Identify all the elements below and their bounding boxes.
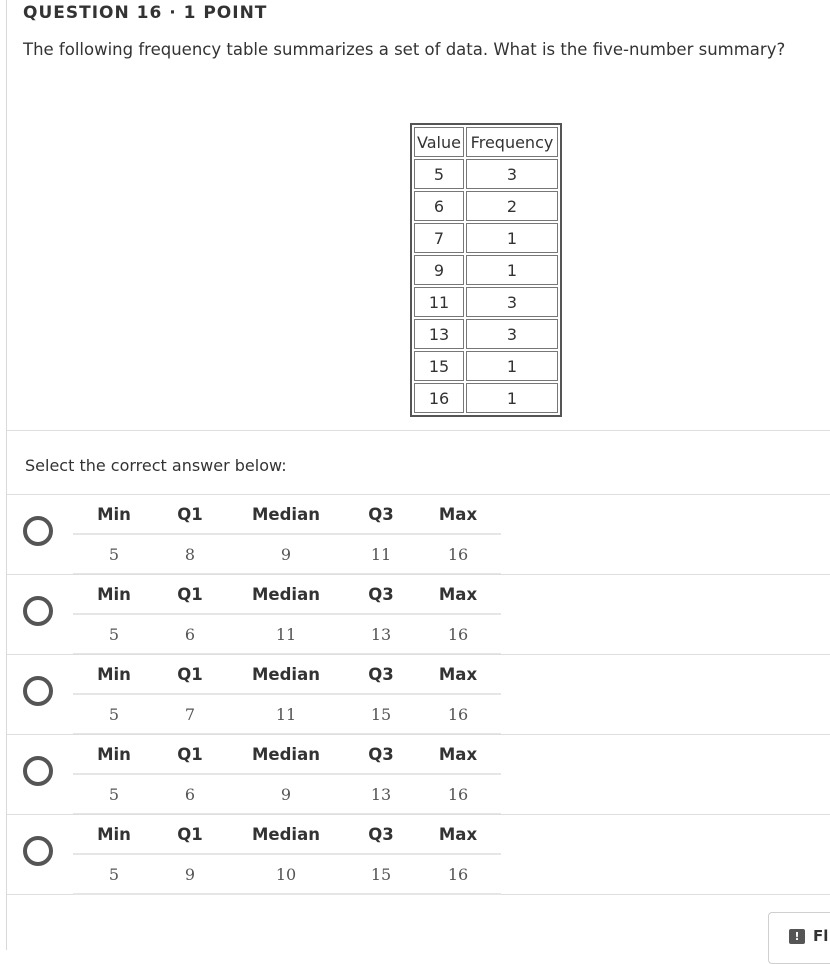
value-q3: 15 xyxy=(347,694,415,734)
frequency-value-cell: 6 xyxy=(414,191,464,221)
summary-header-row xyxy=(73,495,501,534)
frequency-value-cell: 11 xyxy=(414,287,464,317)
flag-button-label: Fl xyxy=(813,927,829,945)
frequency-table-row xyxy=(414,319,558,349)
header-q1: Q1 xyxy=(155,735,225,774)
value-q1: 7 xyxy=(155,694,225,734)
five-number-summary-table xyxy=(73,655,501,735)
five-number-summary-table xyxy=(73,735,501,815)
frequency-table-row xyxy=(414,223,558,253)
five-number-summary-table xyxy=(73,495,501,575)
radio-button[interactable] xyxy=(23,756,53,786)
radio-button[interactable] xyxy=(23,676,53,706)
header-q1: Q1 xyxy=(155,575,225,614)
answer-option-4[interactable] xyxy=(7,734,830,814)
frequency-table-row xyxy=(414,351,558,381)
frequency-count-cell: 2 xyxy=(466,191,558,221)
value-min: 5 xyxy=(73,854,155,894)
value-max: 16 xyxy=(415,774,501,814)
frequency-value-cell: 13 xyxy=(414,319,464,349)
question-text: The following frequency table summarizes a set of data. What is the five-number summary? xyxy=(23,40,786,59)
header-median: Median xyxy=(225,815,347,854)
frequency-value-cell: 5 xyxy=(414,159,464,189)
value-min: 5 xyxy=(73,774,155,814)
answer-option-1[interactable] xyxy=(7,494,830,574)
frequency-table-header-value: Value xyxy=(414,127,464,157)
header-max: Max xyxy=(415,655,501,694)
value-q1: 9 xyxy=(155,854,225,894)
value-max: 16 xyxy=(415,694,501,734)
flag-button[interactable] xyxy=(768,912,830,964)
frequency-value-cell: 15 xyxy=(414,351,464,381)
summary-value-row xyxy=(73,854,501,894)
header-q1: Q1 xyxy=(155,655,225,694)
frequency-count-cell: 1 xyxy=(466,255,558,285)
value-median: 11 xyxy=(225,614,347,654)
value-max: 16 xyxy=(415,614,501,654)
frequency-value-cell: 9 xyxy=(414,255,464,285)
header-median: Median xyxy=(225,575,347,614)
value-q3: 13 xyxy=(347,774,415,814)
frequency-table-header-frequency: Frequency xyxy=(466,127,558,157)
header-max: Max xyxy=(415,575,501,614)
radio-button[interactable] xyxy=(23,516,53,546)
header-q3: Q3 xyxy=(347,495,415,534)
header-min: Min xyxy=(73,735,155,774)
summary-value-row xyxy=(73,534,501,574)
value-q1: 6 xyxy=(155,774,225,814)
summary-header-row xyxy=(73,735,501,774)
frequency-count-cell: 3 xyxy=(466,287,558,317)
frequency-count-cell: 1 xyxy=(466,383,558,413)
summary-value-row xyxy=(73,774,501,814)
question-header: QUESTION 16 · 1 POINT xyxy=(23,3,268,23)
header-q3: Q3 xyxy=(347,735,415,774)
header-median: Median xyxy=(225,495,347,534)
frequency-value-cell: 16 xyxy=(414,383,464,413)
header-median: Median xyxy=(225,655,347,694)
frequency-value-cell: 7 xyxy=(414,223,464,253)
frequency-table-row xyxy=(414,255,558,285)
header-q1: Q1 xyxy=(155,815,225,854)
frequency-count-cell: 1 xyxy=(466,223,558,253)
value-q3: 11 xyxy=(347,534,415,574)
value-max: 16 xyxy=(415,854,501,894)
frequency-table-header-row xyxy=(414,127,558,157)
header-min: Min xyxy=(73,655,155,694)
header-min: Min xyxy=(73,575,155,614)
summary-header-row xyxy=(73,575,501,614)
frequency-count-cell: 3 xyxy=(466,159,558,189)
value-median: 9 xyxy=(225,534,347,574)
summary-value-row xyxy=(73,614,501,654)
answer-option-5[interactable] xyxy=(7,814,830,895)
answer-prompt: Select the correct answer below: xyxy=(25,456,287,475)
value-median: 11 xyxy=(225,694,347,734)
value-min: 5 xyxy=(73,694,155,734)
header-q3: Q3 xyxy=(347,815,415,854)
header-min: Min xyxy=(73,495,155,534)
radio-button[interactable] xyxy=(23,836,53,866)
value-q3: 13 xyxy=(347,614,415,654)
radio-button[interactable] xyxy=(23,596,53,626)
header-min: Min xyxy=(73,815,155,854)
frequency-count-cell: 1 xyxy=(466,351,558,381)
flag-icon: ! xyxy=(789,929,805,944)
frequency-table xyxy=(410,123,562,417)
frequency-table-row xyxy=(414,159,558,189)
header-median: Median xyxy=(225,735,347,774)
value-q1: 8 xyxy=(155,534,225,574)
summary-header-row xyxy=(73,655,501,694)
section-divider xyxy=(7,430,830,431)
five-number-summary-table xyxy=(73,575,501,655)
value-min: 5 xyxy=(73,614,155,654)
summary-value-row xyxy=(73,694,501,734)
header-q3: Q3 xyxy=(347,575,415,614)
value-q1: 6 xyxy=(155,614,225,654)
value-median: 10 xyxy=(225,854,347,894)
value-median: 9 xyxy=(225,774,347,814)
header-max: Max xyxy=(415,815,501,854)
header-max: Max xyxy=(415,495,501,534)
header-q3: Q3 xyxy=(347,655,415,694)
answer-options xyxy=(7,494,830,895)
answer-option-2[interactable] xyxy=(7,574,830,654)
answer-option-3[interactable] xyxy=(7,654,830,734)
summary-header-row xyxy=(73,815,501,854)
five-number-summary-table xyxy=(73,815,501,895)
header-max: Max xyxy=(415,735,501,774)
frequency-table-row xyxy=(414,191,558,221)
header-q1: Q1 xyxy=(155,495,225,534)
frequency-table-row xyxy=(414,287,558,317)
value-min: 5 xyxy=(73,534,155,574)
frequency-count-cell: 3 xyxy=(466,319,558,349)
value-q3: 15 xyxy=(347,854,415,894)
frequency-table-row xyxy=(414,383,558,413)
value-max: 16 xyxy=(415,534,501,574)
